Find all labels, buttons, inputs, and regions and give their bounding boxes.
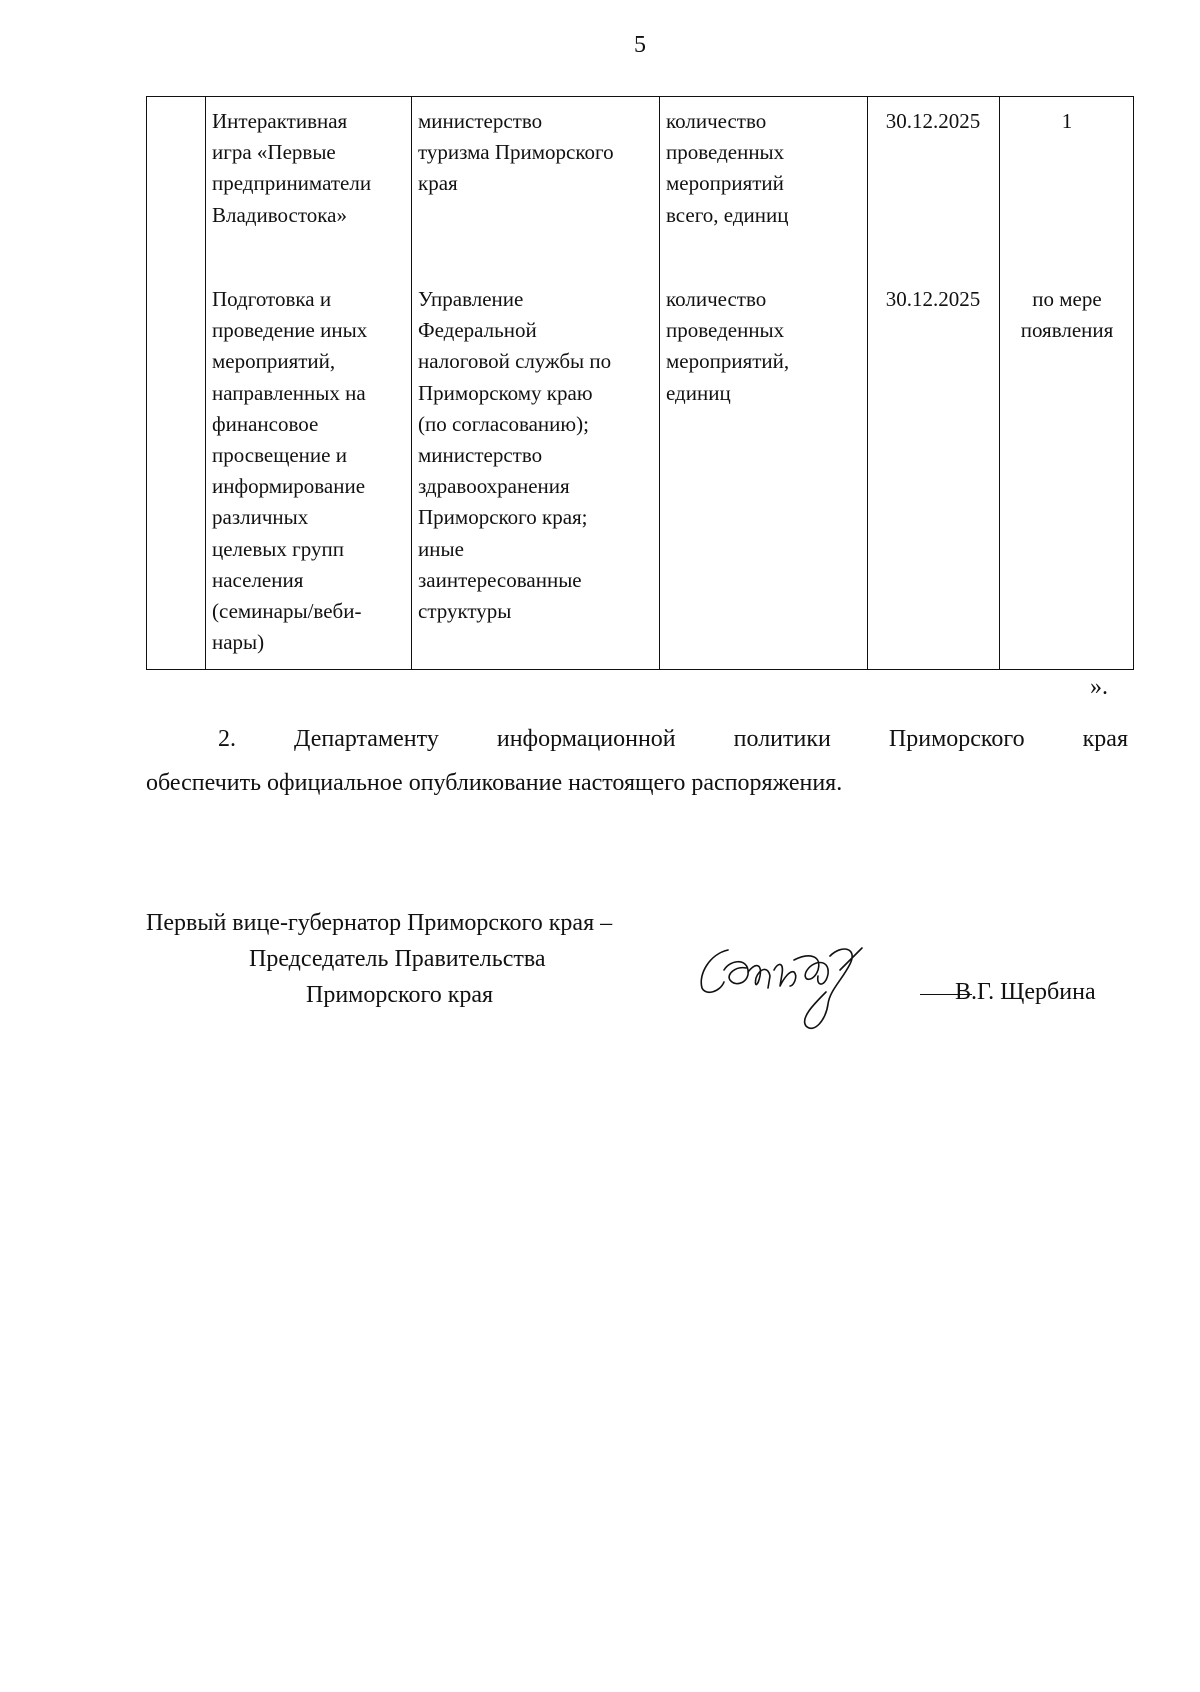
- paragraph-word: Департаменту: [294, 726, 439, 752]
- table-cell-indicator: количество проведенных мероприятий, единиц: [666, 287, 790, 405]
- signatory-title-line-2: Председатель Правительства: [249, 946, 546, 972]
- table-cell-value: 1: [1061, 109, 1073, 133]
- table-cell-deadline: 30.12.2025: [885, 109, 981, 133]
- table-cell-responsible: министерство туризма Приморского края: [418, 109, 614, 196]
- closing-quote: ».: [1090, 674, 1108, 700]
- table-cell-event: Интерактивная игра «Первые предприниматели Владивостока»: [212, 109, 372, 227]
- paragraph-2-line-1: [146, 718, 1128, 760]
- table-column-divider: [205, 97, 206, 669]
- paragraph-word: политики: [733, 726, 831, 752]
- table-column-divider: [411, 97, 412, 669]
- table-cell-deadline: 30.12.2025: [885, 287, 981, 311]
- table-cell-event: Подготовка и проведение иных мероприятий, направленных на финансовое просвещение и информирование различных целевых групп населения (семинары/веби- нары): [212, 287, 368, 655]
- signatory-title-line-1: Первый вице-губернатор Приморского края –: [146, 910, 613, 936]
- table-cell-indicator: количество проведенных мероприятий всего, единиц: [666, 109, 789, 227]
- table-cell-value: по мере появления: [1020, 287, 1114, 343]
- paragraph-2-line-2: обеспечить официальное опубликование настоящего распоряжения.: [146, 770, 843, 796]
- table-cell-responsible: Управление Федеральной налоговой службы по Приморскому краю (по согласованию); министерство здравоохранения Приморского края; иные заинтересованные структуры: [418, 287, 612, 624]
- table-column-divider: [659, 97, 660, 669]
- handwritten-signature: [690, 930, 920, 1050]
- signatory-title-line-3: Приморского края: [306, 982, 494, 1008]
- paragraph-number: 2.: [218, 726, 236, 752]
- signatory-name: В.Г. Щербина: [955, 979, 1096, 1005]
- paragraph-word: Приморского: [888, 726, 1025, 752]
- paragraph-word: края: [1082, 726, 1128, 752]
- page-number: 5: [634, 32, 646, 58]
- table-column-divider: [867, 97, 868, 669]
- paragraph-word: информационной: [496, 726, 676, 752]
- table-column-divider: [999, 97, 1000, 669]
- measures-table: [146, 96, 1134, 670]
